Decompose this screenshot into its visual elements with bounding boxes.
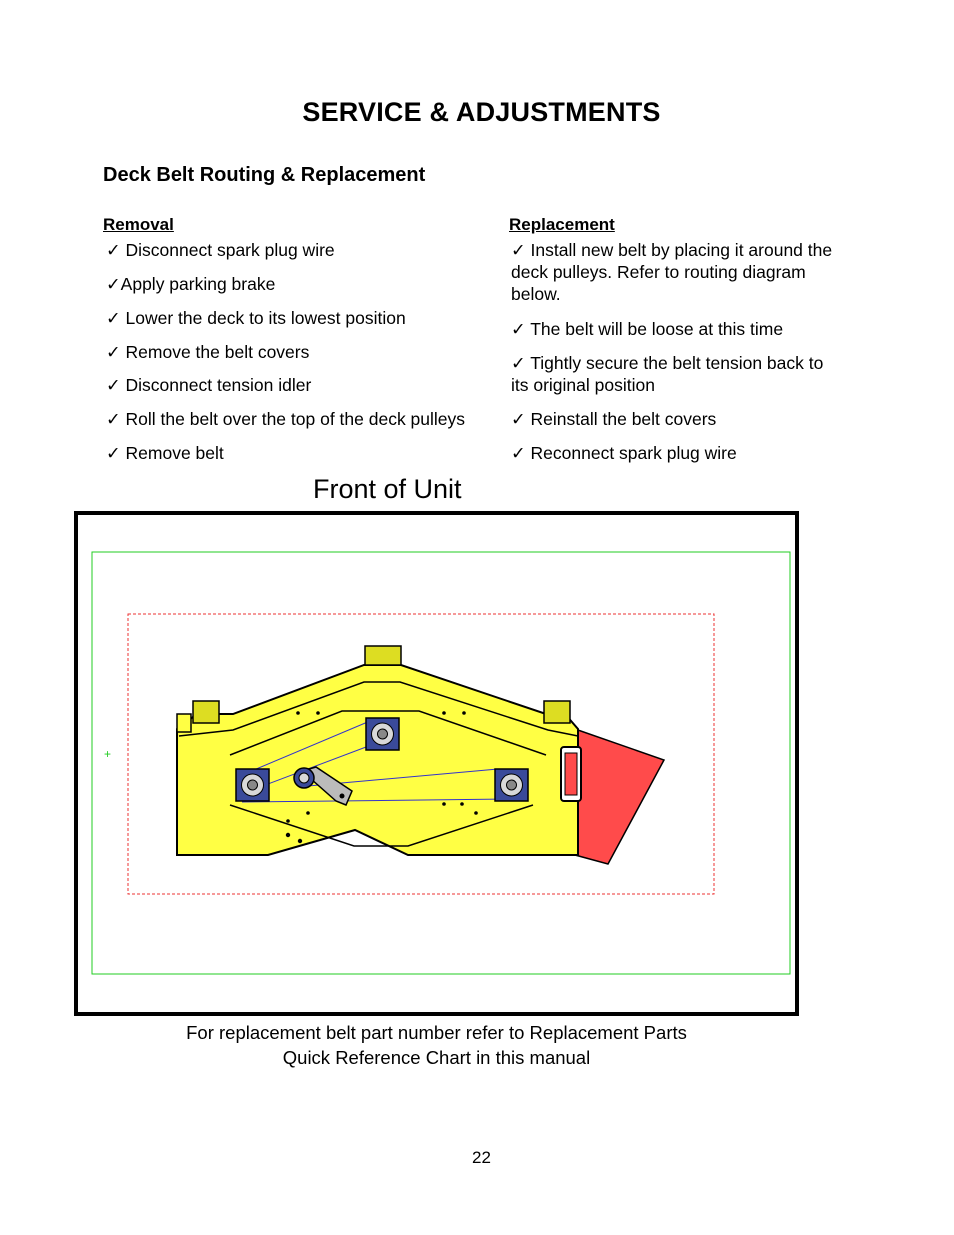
footer-line-1: For replacement belt part number refer to Replacement Parts [186,1022,687,1043]
left-lug [193,701,219,723]
belt-routing-diagram [74,511,799,1016]
replacement-item: ✓ Reconnect spark plug wire [511,443,737,463]
discharge-chute [575,729,664,864]
right-pulley [495,769,528,801]
removal-item: ✓ Remove belt [106,443,224,463]
replacement-item: ✓ Reinstall the belt covers [511,409,717,429]
footer-note [0,1020,873,1070]
belt-cover-handle [561,747,581,801]
section-subtitle: Deck Belt Routing & Replacement [103,164,426,186]
removal-heading: Removal [103,215,174,234]
page-title: SERVICE & ADJUSTMENTS [302,97,661,127]
removal-item: ✓Apply parking brake [106,274,276,294]
replacement-heading: Replacement [509,215,615,234]
left-post [177,714,191,732]
deck-diagram-svg [78,515,795,1012]
center-pulley [366,718,399,750]
removal-item: ✓ Lower the deck to its lowest position [106,308,406,328]
replacement-item: ✓ Install new belt by placing it around the deck pulleys. Refer to routing diagram below. [511,240,833,304]
removal-item: ✓ Roll the belt over the top of the deck pulleys [106,409,466,429]
crosshair-mark: + [104,747,112,761]
right-lug [544,701,570,723]
left-pulley [236,769,269,801]
removal-item: ✓ Disconnect tension idler [106,375,312,395]
page-number: 22 [472,1148,491,1167]
mower-deck [177,665,578,855]
center-lug [365,646,401,665]
replacement-item: ✓ The belt will be loose at this time [511,319,784,339]
replacement-item: ✓ Tightly secure the belt tension back to its original position [511,353,824,395]
removal-item: ✓ Disconnect spark plug wire [106,240,335,260]
footer-line-2: Quick Reference Chart in this manual [282,1047,591,1068]
diagram-label: Front of Unit [313,474,462,504]
removal-item: ✓ Remove the belt covers [106,342,310,362]
